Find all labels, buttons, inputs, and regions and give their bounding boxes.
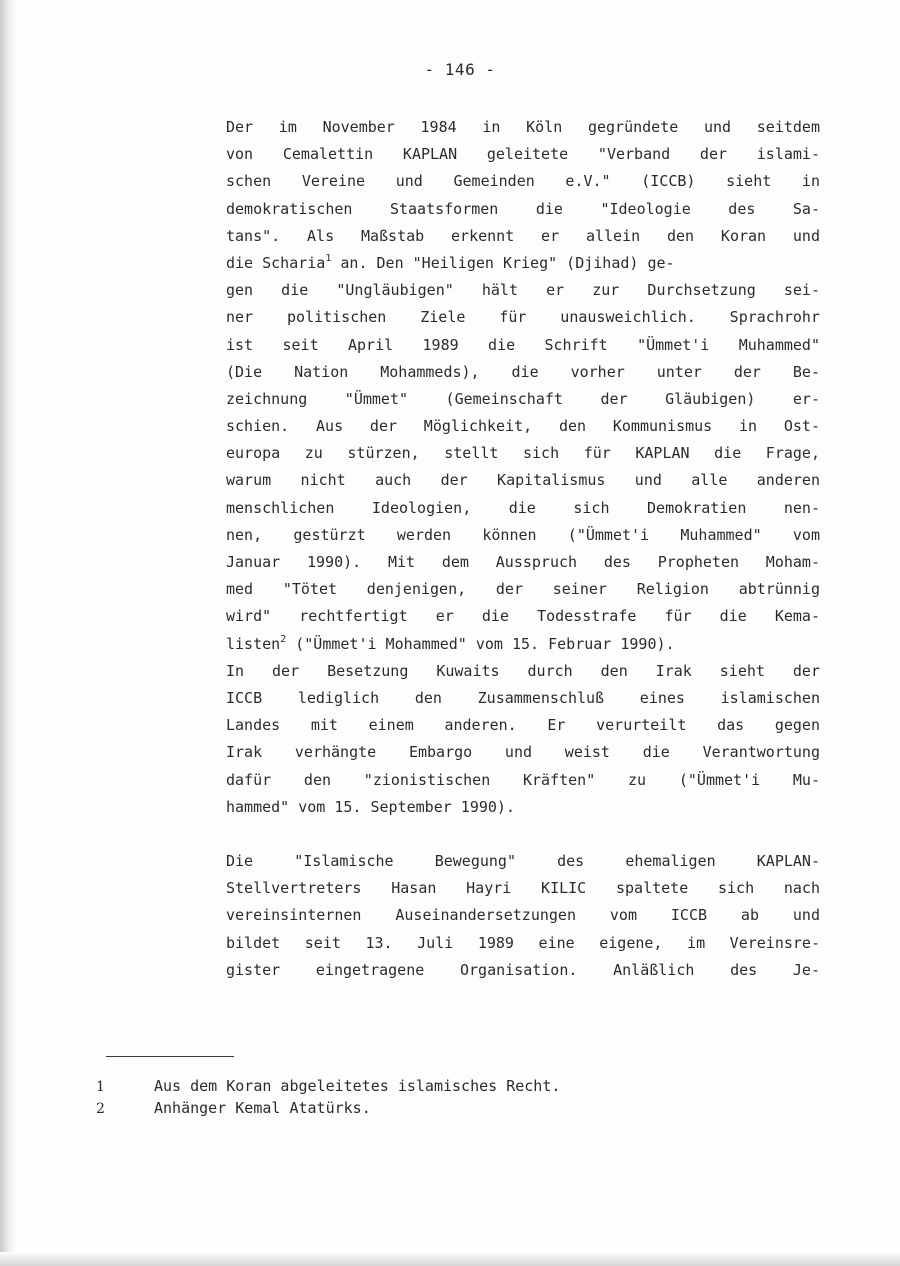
text-fragment: die Scharia <box>226 253 326 272</box>
footnote-separator <box>106 1056 234 1057</box>
text-line: nen, gestürzt werden können ("Ümmet'i Muhammed" vom <box>226 525 820 544</box>
page-number: - 146 - <box>424 60 496 79</box>
text-line <box>226 631 820 658</box>
text-line: dafür den "zionistischen Kräften" zu ("Ümmet'i Mu- <box>226 770 820 789</box>
text-fragment: listen <box>226 634 281 653</box>
paragraph-islamische-bewegung <box>226 848 820 984</box>
footnote-1 <box>96 1075 560 1097</box>
footnote-marker: 2 <box>96 1101 105 1117</box>
footnote-text: Aus dem Koran abgeleitetes islamisches Recht. <box>154 1077 561 1095</box>
text-line: ist seit April 1989 die Schrift "Ümmet'i Muhammed" <box>226 335 820 354</box>
text-line: ICCB lediglich den Zusammenschluß eines islamischen <box>226 688 820 707</box>
text-fragment: an. Den "Heiligen Krieg" (Djihad) ge- <box>331 253 675 272</box>
text-line: hammed" vom 15. September 1990). <box>226 797 515 816</box>
footnotes <box>96 1075 560 1119</box>
text-line: demokratischen Staatsformen die "Ideologie des Sa- <box>226 199 820 218</box>
text-fragment: ("Ümmet'i Mohammed" vom 15. Februar 1990). <box>286 634 675 653</box>
footnote-marker: 1 <box>96 1079 105 1095</box>
footnote-reference: 2 <box>280 633 287 645</box>
text-line: bildet seit 13. Juli 1989 eine eigene, im Vereinsre- <box>226 933 820 952</box>
text-line: In der Besetzung Kuwaits durch den Irak sieht der <box>226 661 820 680</box>
scan-bottom-edge-shadow <box>0 1252 900 1266</box>
text-line: schien. Aus der Möglichkeit, den Kommunismus in Ost- <box>226 417 820 436</box>
text-line: Stellvertreters Hasan Hayri KILIC spaltete sich nach <box>226 879 820 898</box>
text-line: zeichnung "Ümmet" (Gemeinschaft der Gläubigen) er- <box>226 389 820 408</box>
text-line: europa zu stürzen, stellt sich für KAPLAN die Frage, <box>226 444 820 463</box>
text-line <box>226 250 820 277</box>
text-line: tans". Als Maßstab erkennt er allein den Koran und <box>226 226 820 245</box>
text-line: Irak verhängte Embargo und weist die Verantwortung <box>226 743 820 762</box>
text-line: Die "Islamische Bewegung" des ehemaligen KAPLAN- <box>226 852 820 870</box>
text-line: schen Vereine und Gemeinden e.V." (ICCB) sieht in <box>226 172 820 191</box>
text-line: (Die Nation Mohammeds), die vorher unter der Be- <box>226 362 820 381</box>
footnote-reference: 1 <box>325 252 332 264</box>
text-line: warum nicht auch der Kapitalismus und alle anderen <box>226 471 820 490</box>
text-line: menschlichen Ideologien, die sich Demokratien nen- <box>226 498 820 517</box>
paragraph-kaplan-iccb <box>226 114 820 821</box>
footnote-text: Anhänger Kemal Atatürks. <box>154 1099 371 1117</box>
text-line: Landes mit einem anderen. Er verurteilt das gegen <box>226 716 820 735</box>
text-line: ner politischen Ziele für unausweichlich. Sprachrohr <box>226 308 820 327</box>
scan-left-edge-shadow <box>0 0 16 1266</box>
text-line: wird" rechtfertigt er die Todesstrafe für die Kema- <box>226 607 820 626</box>
text-line: Januar 1990). Mit dem Ausspruch des Propheten Moham- <box>226 553 820 571</box>
text-line: vereinsinternen Auseinandersetzungen vom ICCB ab und <box>226 906 820 925</box>
text-line: von Cemalettin KAPLAN geleitete "Verband der islami- <box>226 145 820 164</box>
footnote-2 <box>96 1097 560 1119</box>
text-line: Der im November 1984 in Köln gegründete und seitdem <box>226 118 820 136</box>
text-line: med "Tötet denjenigen, der seiner Religion abtrünnig <box>226 580 820 599</box>
text-line: gister eingetragene Organisation. Anläßlich des Je- <box>226 960 820 979</box>
text-line: gen die "Ungläubigen" hält er zur Durchsetzung sei- <box>226 281 820 300</box>
